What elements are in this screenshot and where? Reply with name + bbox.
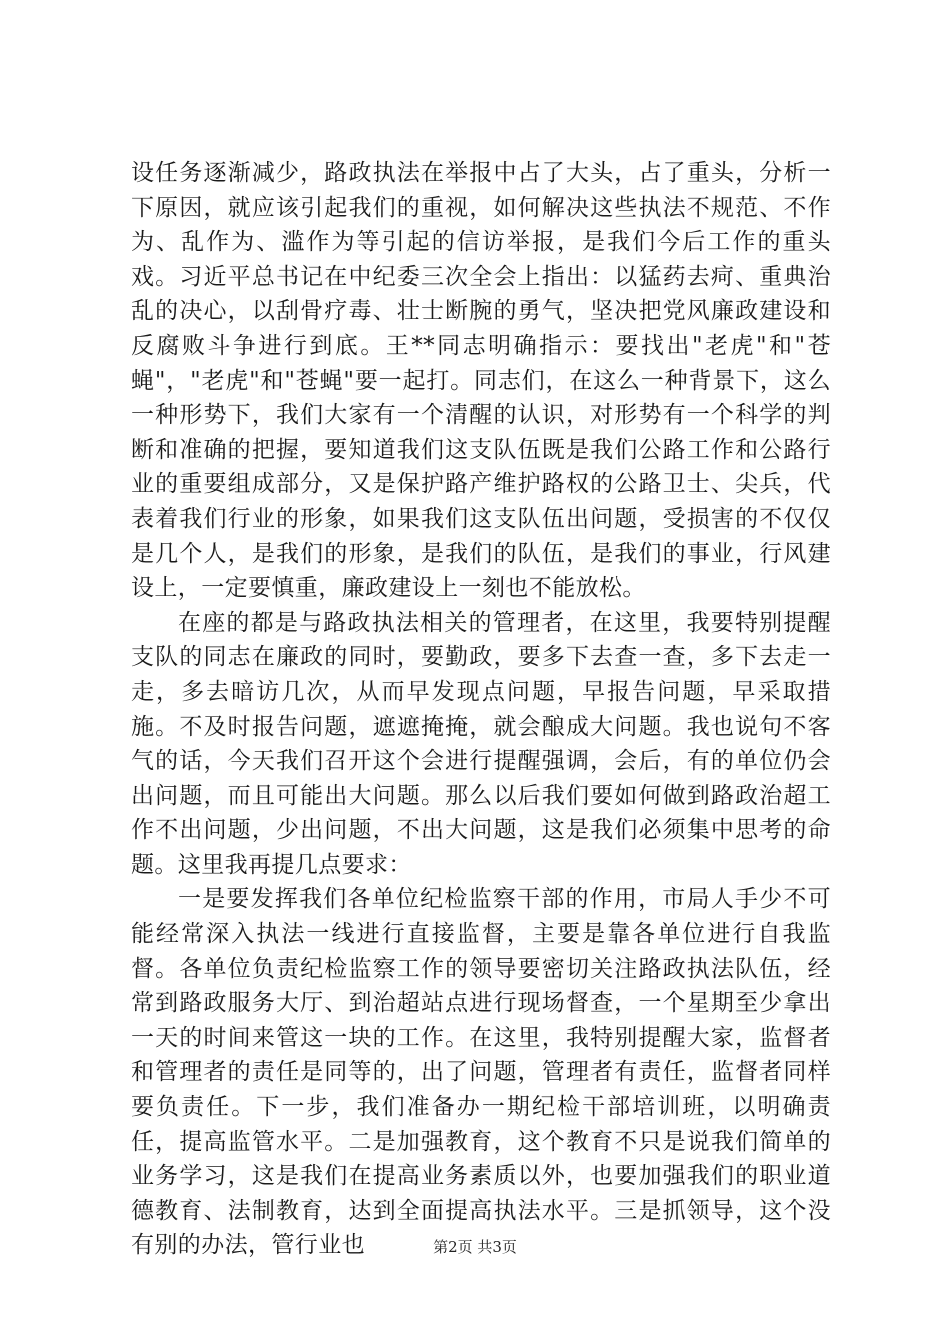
page-footer: 第2页 共3页 — [433, 1238, 517, 1256]
paragraph-1: 设任务逐渐减少，路政执法在举报中占了大头，占了重头，分析一下原因，就应该引起我们的重视，如何解决这些执法不规范、不作为、乱作为、滥作为等引起的信访举报，是我们今后工作的重头戏。习近平总书记在中纪委三次全会上指出：以猛药去疴、重典治乱的决心，以刮骨疗毒、壮士断腕的勇气，坚决把党风廉政建设和反腐败斗争进行到底。王**同志明确指示：要找出"老虎"和"苍蝇"，"老虎"和"苍蝇"要一起打。同志们，在这么一种背景下，这么一种形势下，我们大家有一个清醒的认识，对形势有一个科学的判断和准确的把握，要知道我们这支队伍既是我们公路工作和公路行业的重要组成部分，又是保护路产维护路权的公路卫士、尖兵，代表着我们行业的形象，如果我们这支队伍出问题，受损害的不仅仅是几个人，是我们的形象，是我们的队伍，是我们的事业，行风建设上，一定要慎重，廉政建设上一刻也不能放松。 — [131, 160, 831, 602]
document-body — [131, 156, 831, 1263]
paragraph-3: 一是要发挥我们各单位纪检监察干部的作用，市局人手少不可能经常深入执法一线进行直接监督，主要是靠各单位进行自我监督。各单位负责纪检监察工作的领导要密切关注路政执法队伍，经常到路政服务大厅、到治超站点进行现场督查，一个星期至少拿出一天的时间来管这一块的工作。在这里，我特别提醒大家，监督者和管理者的责任是同等的，出了问题，管理者有责任，监督者同样要负责任。下一步，我们准备办一期纪检干部培训班，以明确责任，提高监管水平。二是加强教育，这个教育不只是说我们简单的业务学习，这是我们在提高业务素质以外，也要加强我们的职业道德教育、法制教育，达到全面提高执法水平。三是抓领导，这个没有别的办法，管行业也 — [131, 886, 831, 1259]
paragraph-2: 在座的都是与路政执法相关的管理者，在这里，我要特别提醒支队的同志在廉政的同时，要勤政，要多下去查一查，多下去走一走，多去暗访几次，从而早发现点问题，早报告问题，早采取措施。不及时报告问题，遮遮掩掩，就会酿成大问题。我也说句不客气的话，今天我们召开这个会进行提醒强调，会后，有的单位仍会出问题，而且可能出大问题。那么以后我们要如何做到路政治超工作不出问题，少出问题，不出大问题，这是我们必须集中思考的命题。这里我再提几点要求： — [131, 609, 831, 878]
